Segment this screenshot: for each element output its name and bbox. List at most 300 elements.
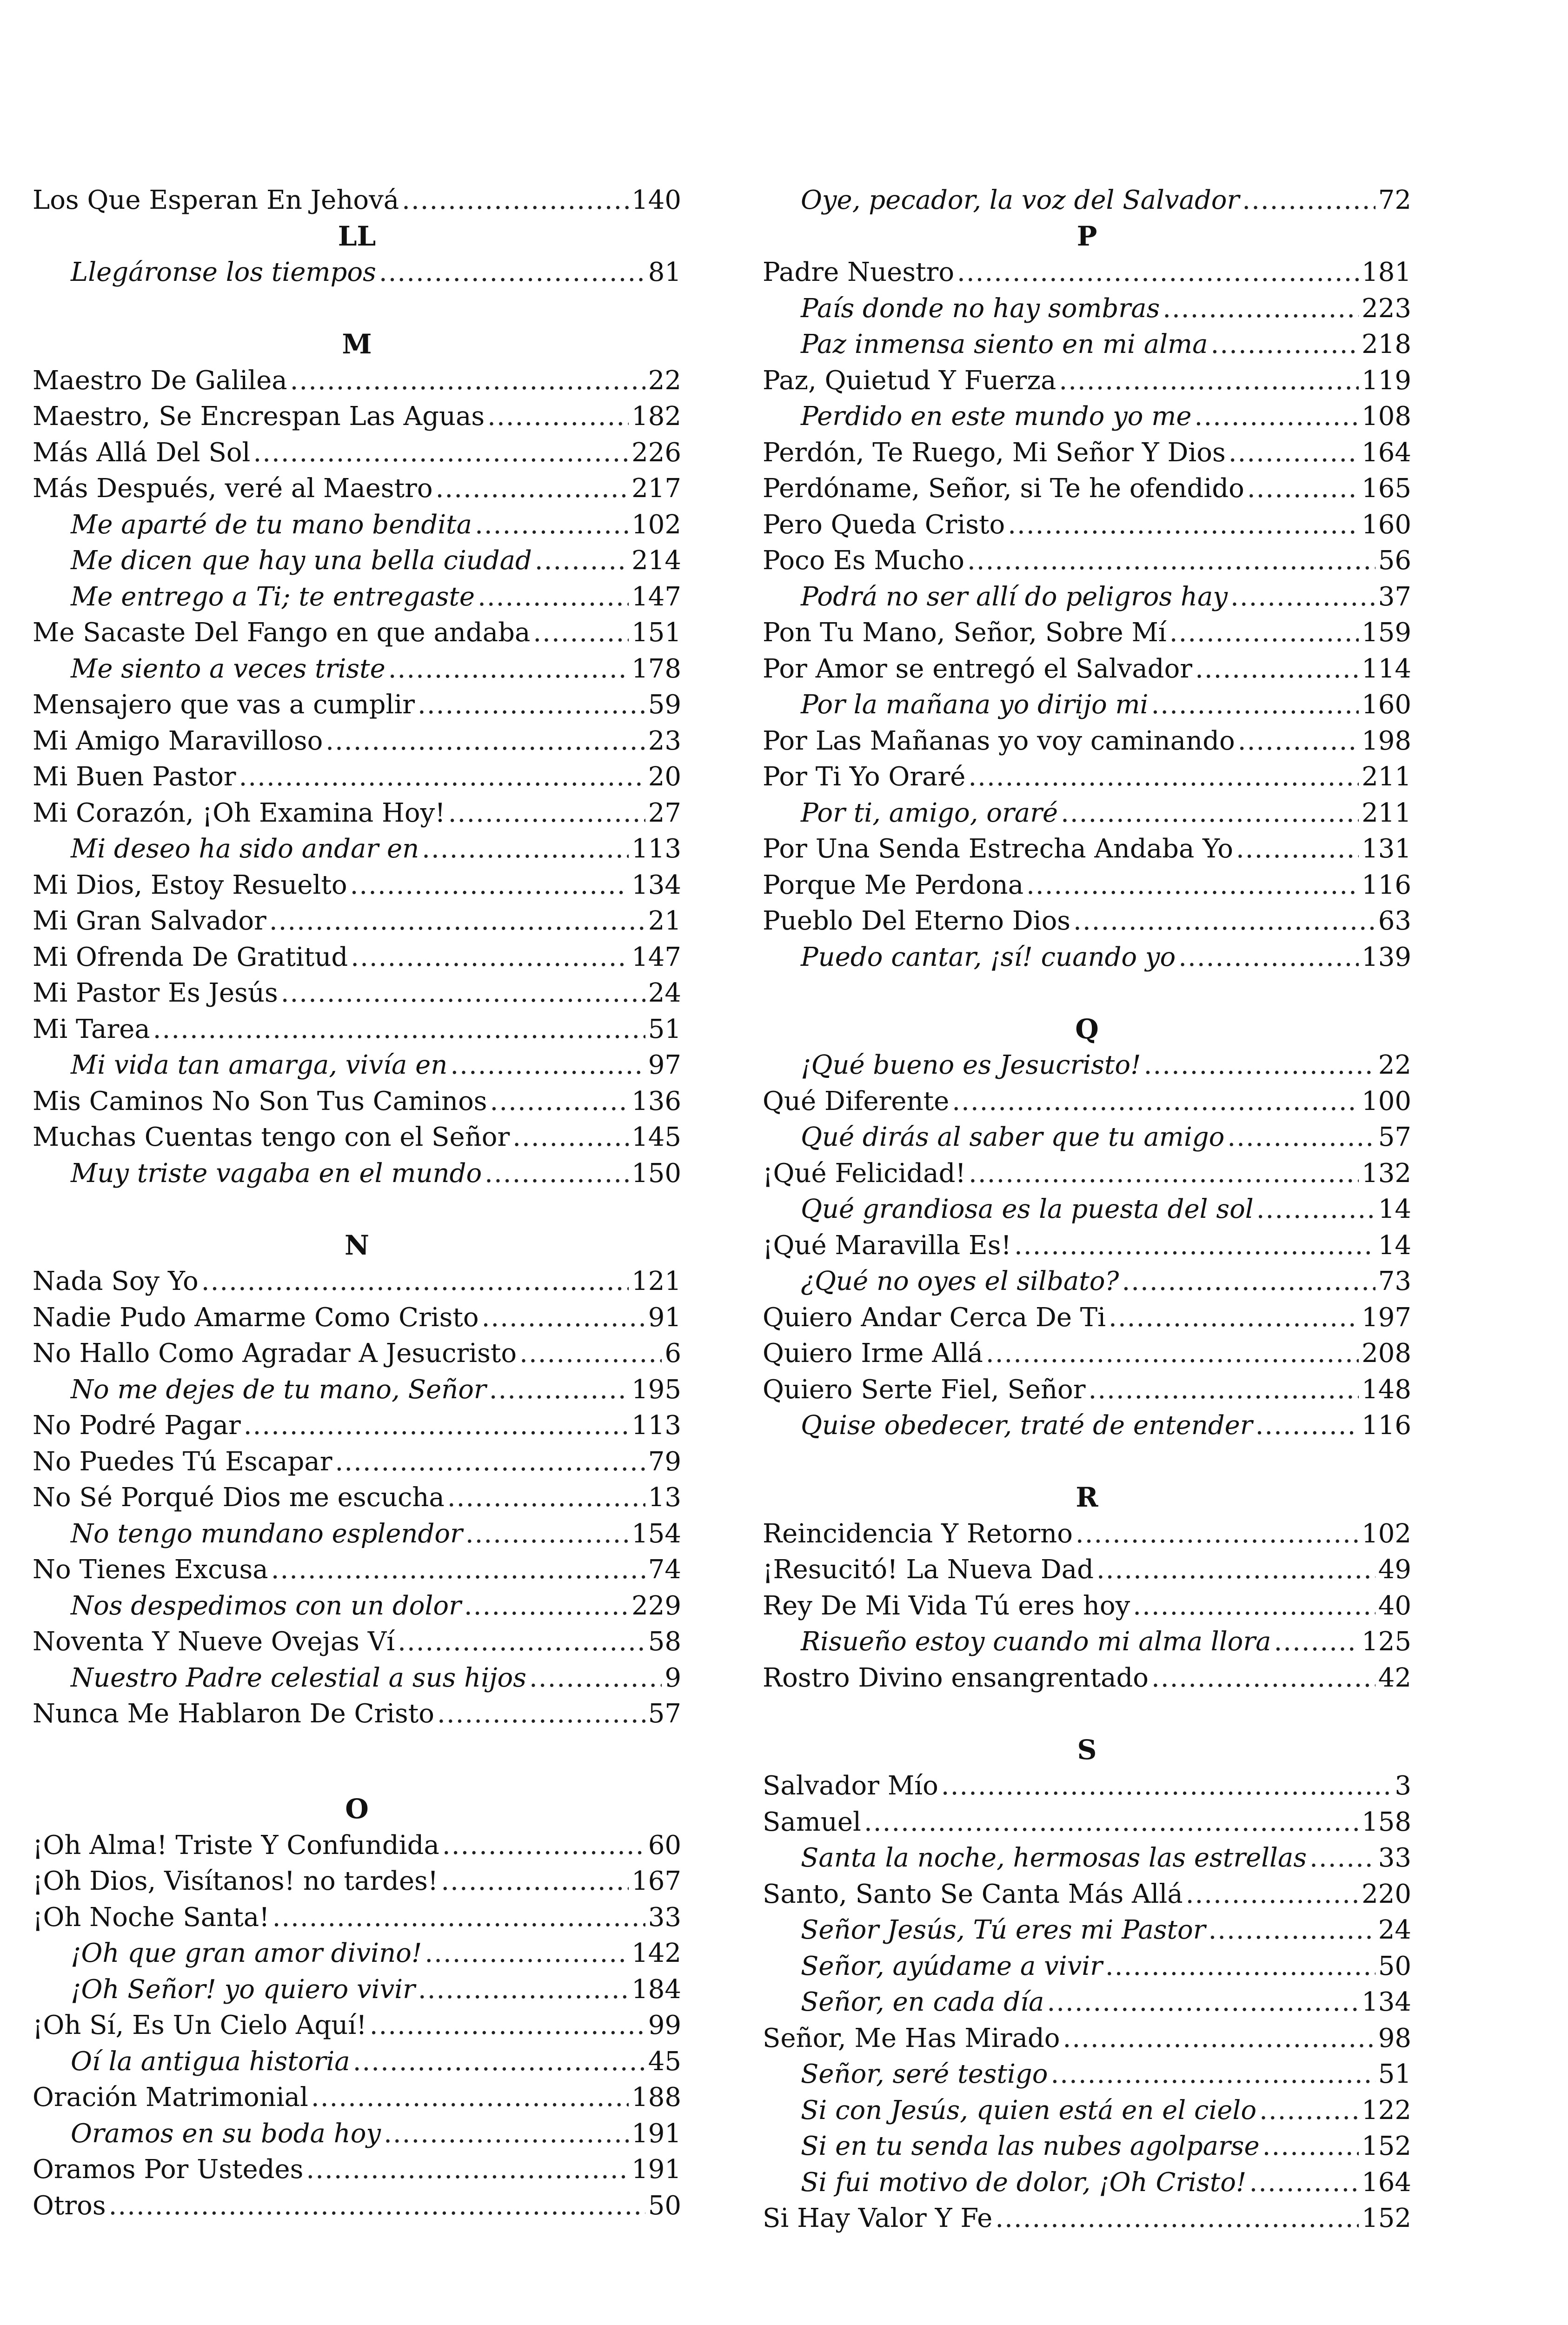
index-entry-title <box>33 1335 681 1372</box>
entry-page-number: 136 <box>631 1086 681 1116</box>
entry-page-number: 21 <box>648 906 681 936</box>
dot-leader <box>1163 291 1359 327</box>
dot-leader <box>1247 471 1359 507</box>
dot-leader <box>475 507 629 543</box>
entry-title: Samuel <box>763 1807 861 1837</box>
entry-title: Por Ti Yo Oraré <box>763 762 966 792</box>
dot-leader <box>1238 723 1359 759</box>
entry-page-number: 134 <box>1362 1987 1411 2017</box>
dot-leader <box>1274 1624 1359 1660</box>
entry-title: Puedo cantar, ¡sí! cuando yo <box>801 942 1176 972</box>
entry-page-number: 113 <box>631 834 681 864</box>
entry-title: No Puedes Tú Escapar <box>33 1446 332 1477</box>
entry-title: Maestro, Se Encrespan Las Aguas <box>33 401 485 432</box>
index-entry-first-line <box>33 2116 681 2152</box>
entry-title: Quiero Serte Fiel, Señor <box>763 1374 1086 1405</box>
entry-title: Porque Me Perdona <box>763 870 1024 900</box>
dot-leader <box>1008 507 1359 543</box>
entry-page-number: 152 <box>1362 2203 1411 2233</box>
dot-leader <box>1073 903 1375 939</box>
index-entry-first-line <box>763 1624 1411 1660</box>
index-column-left <box>33 182 681 2224</box>
entry-page-number: 91 <box>648 1302 681 1333</box>
entry-page-number: 99 <box>648 2010 681 2040</box>
dot-leader <box>1026 867 1359 903</box>
index-entry-title <box>33 2188 681 2224</box>
entry-page-number: 188 <box>631 2082 681 2112</box>
entry-page-number: 50 <box>648 2190 681 2221</box>
entry-title: Noventa Y Nueve Ovejas Ví <box>33 1627 395 1657</box>
dot-leader <box>1249 2165 1359 2201</box>
section-letter-heading: LL <box>338 220 376 252</box>
dot-leader <box>490 1083 629 1120</box>
entry-page-number: 14 <box>1378 1194 1411 1224</box>
entry-title: Me dicen que hay una bella ciudad <box>71 545 532 576</box>
entry-title: Mi Amigo Maravilloso <box>33 725 323 756</box>
entry-title: Nada Soy Yo <box>33 1266 199 1296</box>
entry-page-number: 49 <box>1378 1554 1411 1585</box>
index-entry-title <box>33 363 681 399</box>
index-entry-first-line <box>33 1372 681 1408</box>
entry-title: Me siento a veces triste <box>71 653 385 684</box>
entry-page-number: 121 <box>631 1266 681 1296</box>
section-gap <box>33 1732 681 1768</box>
index-entry-title <box>763 435 1411 471</box>
index-entry-first-line <box>763 2165 1411 2201</box>
entry-title: Señor, Me Has Mirado <box>763 2023 1060 2053</box>
entry-title: Poco Es Mucho <box>763 545 964 576</box>
dot-leader <box>485 1156 629 1192</box>
entry-page-number: 57 <box>1378 1122 1411 1152</box>
index-entry-first-line <box>763 939 1411 976</box>
entry-page-number: 208 <box>1362 1338 1411 1368</box>
index-entry-first-line <box>33 1588 681 1624</box>
index-entry-title <box>763 2020 1411 2057</box>
entry-title: ¡Oh Sí, Es Un Cielo Aquí! <box>33 2010 367 2040</box>
entry-title: Si con Jesús, quien está en el cielo <box>801 2095 1257 2126</box>
entry-page-number: 56 <box>1378 545 1411 576</box>
entry-page-number: 58 <box>648 1627 681 1657</box>
dot-leader <box>1195 651 1359 687</box>
index-entry-first-line <box>763 1984 1411 2020</box>
entry-title: Mi vida tan amarga, vivía en <box>71 1050 448 1080</box>
entry-page-number: 151 <box>631 618 681 648</box>
index-column-right <box>763 182 1411 2237</box>
entry-page-number: 147 <box>631 942 681 972</box>
dot-leader <box>1256 1191 1375 1228</box>
entry-title: Quise obedecer, traté de entender <box>801 1410 1253 1441</box>
entry-title: Mi Buen Pastor <box>33 762 236 792</box>
entry-page-number: 160 <box>1362 690 1411 720</box>
entry-page-number: 33 <box>1378 1843 1411 1873</box>
index-entry-title <box>763 1228 1411 1264</box>
entry-page-number: 97 <box>648 1050 681 1080</box>
index-entry-title <box>33 1863 681 1900</box>
index-entry-first-line <box>763 795 1411 831</box>
entry-title: Padre Nuestro <box>763 257 955 287</box>
entry-title: ¡Resucitó! La Nueva Dad <box>763 1554 1094 1585</box>
dot-leader <box>1059 363 1359 399</box>
section-gap <box>763 1444 1411 1480</box>
index-entry-first-line <box>763 579 1411 615</box>
dot-leader <box>1186 1876 1359 1913</box>
dot-leader <box>1195 399 1359 435</box>
dot-leader <box>239 759 645 795</box>
index-entry-title <box>763 723 1411 759</box>
entry-title: Me Sacaste Del Fango en que andaba <box>33 618 531 648</box>
section-letter-heading: R <box>1076 1481 1098 1513</box>
entry-title: Mi Ofrenda De Gratitud <box>33 942 348 972</box>
index-entry-title <box>33 399 681 435</box>
entry-page-number: 159 <box>1362 618 1411 648</box>
entry-title: Oramos en su boda hoy <box>71 2118 381 2149</box>
entry-title: Por Las Mañanas yo voy caminando <box>763 725 1235 756</box>
index-entry-title <box>33 1624 681 1660</box>
entry-page-number: 63 <box>1378 906 1411 936</box>
dot-leader <box>1122 1263 1375 1300</box>
dot-leader <box>482 1300 645 1336</box>
index-entry-title <box>33 939 681 976</box>
entry-page-number: 20 <box>648 762 681 792</box>
index-entry-first-line <box>763 1047 1411 1083</box>
entry-title: Perdido en este mundo yo me <box>801 401 1192 432</box>
entry-page-number: 45 <box>648 2046 681 2077</box>
entry-title: Si fui motivo de dolor, ¡Oh Cristo! <box>801 2167 1247 2198</box>
entry-title: Pon Tu Mano, Señor, Sobre Mí <box>763 618 1167 648</box>
dot-leader <box>1242 182 1375 219</box>
dot-leader <box>1169 615 1359 651</box>
dot-leader <box>335 1444 645 1480</box>
entry-title: No me dejes de tu mano, Señor <box>71 1374 486 1405</box>
entry-title: Mi Pastor Es Jesús <box>33 978 278 1008</box>
entry-page-number: 164 <box>1362 437 1411 468</box>
entry-page-number: 13 <box>648 1482 681 1513</box>
dot-leader <box>153 1011 645 1048</box>
entry-page-number: 60 <box>648 1830 681 1860</box>
dot-leader <box>422 831 629 867</box>
index-entry-title <box>763 507 1411 543</box>
dot-leader <box>952 1083 1359 1120</box>
entry-page-number: 6 <box>664 1338 681 1368</box>
entry-title: Pero Queda Cristo <box>763 509 1005 540</box>
dot-leader <box>512 1119 629 1156</box>
entry-page-number: 160 <box>1362 509 1411 540</box>
entry-page-number: 14 <box>1378 1230 1411 1261</box>
section-letter-heading: M <box>342 328 372 360</box>
dot-leader <box>351 939 629 976</box>
entry-title: Santo, Santo Se Canta Más Allá <box>763 1879 1183 1909</box>
section-letter-heading: P <box>1076 220 1097 252</box>
entry-title: Señor Jesús, Tú eres mi Pastor <box>801 1915 1206 1945</box>
dot-leader <box>1047 1984 1359 2020</box>
entry-title: Qué grandiosa es la puesta del sol <box>801 1194 1254 1224</box>
entry-title: Quiero Irme Allá <box>763 1338 983 1368</box>
entry-page-number: 102 <box>1362 1518 1411 1549</box>
entry-page-number: 223 <box>1362 293 1411 324</box>
dot-leader <box>1063 2020 1375 2057</box>
index-entry-first-line <box>33 1972 681 2008</box>
index-entry-title <box>763 1516 1411 1552</box>
dot-leader <box>448 795 645 831</box>
entry-title: Paz, Quietud Y Fuerza <box>763 365 1056 396</box>
entry-page-number: 119 <box>1362 365 1411 396</box>
entry-title: Si Hay Valor Y Fe <box>763 2203 993 2233</box>
dot-leader <box>1076 1516 1359 1552</box>
dot-leader <box>487 399 629 435</box>
dot-leader <box>1014 1228 1375 1264</box>
index-entry-title <box>763 1083 1411 1120</box>
dot-leader <box>290 363 645 399</box>
entry-title: Rostro Divino ensangrentado <box>763 1662 1149 1693</box>
dot-leader <box>464 1588 629 1624</box>
section-letter-heading: O <box>345 1793 369 1825</box>
index-entry-title <box>33 1480 681 1516</box>
entry-title: Oí la antigua historia <box>71 2046 350 2077</box>
entry-title: Por la mañana yo dirijo mi <box>801 690 1149 720</box>
entry-page-number: 24 <box>1378 1915 1411 1945</box>
entry-title: No Hallo Como Agradar A Jesucristo <box>33 1338 517 1368</box>
dot-leader <box>253 435 629 471</box>
entry-title: Qué Diferente <box>763 1086 950 1116</box>
dot-leader <box>402 182 629 219</box>
dot-leader <box>957 254 1359 291</box>
dot-leader <box>384 2116 629 2152</box>
entry-page-number: 116 <box>1362 1410 1411 1441</box>
entry-title: Oramos Por Ustedes <box>33 2154 304 2185</box>
index-entry-first-line <box>763 2128 1411 2165</box>
index-entry-title <box>33 1300 681 1336</box>
entry-title: ¡Oh Señor! yo quiero vivir <box>71 1974 415 2005</box>
entry-title: Risueño estoy cuando mi alma llora <box>801 1627 1271 1657</box>
index-entry-title <box>33 2079 681 2116</box>
entry-title: Otros <box>33 2190 106 2221</box>
entry-page-number: 226 <box>631 437 681 468</box>
dot-leader <box>1309 1840 1375 1876</box>
entry-title: ¡Oh Alma! Triste Y Confundida <box>33 1830 439 1860</box>
dot-leader <box>388 651 629 687</box>
entry-title: Maestro De Galilea <box>33 365 287 396</box>
index-entry-title <box>33 471 681 507</box>
dot-leader <box>379 254 645 291</box>
entry-title: Oración Matrimonial <box>33 2082 308 2112</box>
index-entry-title <box>763 543 1411 579</box>
index-entry-first-line <box>33 1516 681 1552</box>
index-entry-title <box>33 1263 681 1300</box>
index-entry-first-line <box>33 1047 681 1083</box>
dot-leader <box>489 1372 629 1408</box>
entry-page-number: 23 <box>648 725 681 756</box>
entry-page-number: 211 <box>1362 797 1411 828</box>
dot-leader <box>109 2188 645 2224</box>
entry-title: Reincidencia Y Retorno <box>763 1518 1073 1549</box>
dot-leader <box>1230 579 1375 615</box>
entry-page-number: 59 <box>648 690 681 720</box>
entry-page-number: 154 <box>631 1518 681 1549</box>
index-entry-title <box>33 723 681 759</box>
dot-leader <box>1211 326 1359 363</box>
index-entry-first-line <box>763 1912 1411 1948</box>
entry-page-number: 125 <box>1362 1627 1411 1657</box>
dot-leader <box>864 1804 1359 1840</box>
index-entry-title <box>33 435 681 471</box>
entry-title: Mi Tarea <box>33 1014 150 1044</box>
entry-title: País donde no hay sombras <box>801 293 1160 324</box>
index-entry-title <box>33 759 681 795</box>
entry-page-number: 191 <box>631 2118 681 2149</box>
index-entry-title <box>33 1119 681 1156</box>
dot-leader <box>1096 1552 1375 1588</box>
entry-title: Me entrego a Ti; te entregaste <box>71 581 475 612</box>
entry-page-number: 132 <box>1362 1158 1411 1189</box>
entry-title: No Tienes Excusa <box>33 1554 268 1585</box>
entry-title: Mis Caminos No Son Tus Caminos <box>33 1086 487 1116</box>
index-entry-title <box>763 1156 1411 1192</box>
entry-page-number: 24 <box>648 978 681 1008</box>
entry-page-number: 181 <box>1362 257 1411 287</box>
entry-page-number: 51 <box>1378 2059 1411 2089</box>
entry-title: No Podré Pagar <box>33 1410 241 1441</box>
index-entry-title <box>763 831 1411 867</box>
dot-leader <box>441 1863 629 1900</box>
entry-page-number: 73 <box>1378 1266 1411 1296</box>
entry-title: Perdóname, Señor, si Te he ofendido <box>763 473 1244 504</box>
index-entry-title <box>33 1083 681 1120</box>
entry-title: Me aparté de tu mano bendita <box>71 509 472 540</box>
index-entry-first-line <box>33 1156 681 1192</box>
index-entry-first-line <box>33 831 681 867</box>
dot-leader <box>442 1827 645 1864</box>
index-entry-title <box>33 687 681 723</box>
entry-page-number: 178 <box>631 653 681 684</box>
entry-title: Por ti, amigo, oraré <box>801 797 1058 828</box>
dot-leader <box>1256 1408 1359 1444</box>
index-entry-title <box>763 1372 1411 1408</box>
entry-title: No tengo mundano esplendor <box>71 1518 463 1549</box>
section-gap <box>33 1768 681 1791</box>
entry-page-number: 198 <box>1362 725 1411 756</box>
entry-page-number: 147 <box>631 581 681 612</box>
entry-title: Quiero Andar Cerca De Ti <box>763 1302 1106 1333</box>
entry-title: Los Que Esperan En Jehová <box>33 185 399 215</box>
entry-page-number: 217 <box>631 473 681 504</box>
entry-page-number: 220 <box>1362 1879 1411 1909</box>
dot-leader <box>437 1696 645 1732</box>
dot-leader <box>1229 435 1359 471</box>
dot-leader <box>969 1156 1359 1192</box>
dot-leader <box>326 723 645 759</box>
dot-leader <box>535 543 629 579</box>
index-entry-first-line <box>763 1119 1411 1156</box>
entry-title: Si en tu senda las nubes agolparse <box>801 2131 1260 2161</box>
index-entry-first-line <box>33 651 681 687</box>
entry-page-number: 182 <box>631 401 681 432</box>
entry-page-number: 98 <box>1378 2023 1411 2053</box>
index-entry-first-line <box>763 1840 1411 1876</box>
index-entry-first-line <box>763 1408 1411 1444</box>
dot-leader <box>306 2152 629 2188</box>
entry-page-number: 57 <box>648 1699 681 1729</box>
entry-title: Paz inmensa siento en mi alma <box>801 329 1208 359</box>
dot-leader <box>418 687 645 723</box>
index-entry-title <box>763 1335 1411 1372</box>
index-entry-title <box>763 651 1411 687</box>
entry-page-number: 79 <box>648 1446 681 1477</box>
index-entry-title <box>33 1900 681 1936</box>
entry-page-number: 113 <box>631 1410 681 1441</box>
index-entry-title <box>763 1804 1411 1840</box>
dot-leader <box>995 2200 1359 2237</box>
index-entry-first-line <box>763 399 1411 435</box>
entry-page-number: 9 <box>664 1662 681 1693</box>
index-entry-first-line <box>763 326 1411 363</box>
entry-page-number: 158 <box>1362 1807 1411 1837</box>
entry-page-number: 102 <box>631 509 681 540</box>
dot-leader <box>1262 2128 1359 2165</box>
index-entry-title <box>33 615 681 651</box>
index-entry-title <box>763 1660 1411 1696</box>
entry-title: No Sé Porqué Dios me escucha <box>33 1482 445 1513</box>
dot-leader <box>1109 1300 1359 1336</box>
dot-leader <box>450 1047 645 1083</box>
entry-title: Llegáronse los tiempos <box>71 257 376 287</box>
entry-page-number: 116 <box>1362 870 1411 900</box>
dot-leader <box>447 1480 645 1516</box>
entry-page-number: 195 <box>631 1374 681 1405</box>
dot-leader <box>370 2007 645 2044</box>
index-entry-title <box>33 1011 681 1048</box>
dot-leader <box>519 1335 662 1372</box>
entry-title: Señor, en cada día <box>801 1987 1044 2017</box>
entry-page-number: 148 <box>1362 1374 1411 1405</box>
entry-title: Mi Dios, Estoy Resuelto <box>33 870 347 900</box>
dot-leader <box>465 1516 629 1552</box>
dot-leader <box>418 1972 629 2008</box>
dot-leader <box>425 1935 629 1972</box>
dot-leader <box>353 2044 645 2080</box>
index-entry-first-line <box>33 543 681 579</box>
entry-title: Más Allá Del Sol <box>33 437 251 468</box>
entry-page-number: 214 <box>631 545 681 576</box>
entry-title: Nos despedimos con un dolor <box>71 1590 461 1621</box>
index-entry-title <box>33 1827 681 1864</box>
index-entry-first-line <box>33 2044 681 2080</box>
entry-page-number: 197 <box>1362 1302 1411 1333</box>
entry-page-number: 165 <box>1362 473 1411 504</box>
entry-title: Nunca Me Hablaron De Cristo <box>33 1699 435 1729</box>
index-entry-title <box>763 615 1411 651</box>
dot-leader <box>1151 687 1359 723</box>
entry-title: ¡Oh que gran amor divino! <box>71 1938 422 1968</box>
entry-title: Muchas Cuentas tengo con el Señor <box>33 1122 510 1152</box>
entry-page-number: 3 <box>1395 1771 1411 1801</box>
entry-title: Más Después, veré al Maestro <box>33 473 433 504</box>
entry-title: ¡Qué Maravilla Es! <box>763 1230 1011 1261</box>
index-entry-title <box>763 254 1411 291</box>
index-entry-title <box>763 759 1411 795</box>
entry-title: Nadie Pudo Amarme Como Cristo <box>33 1302 479 1333</box>
dot-leader <box>529 1660 662 1696</box>
index-entry-title <box>33 795 681 831</box>
entry-title: ¿Qué no oyes el silbato? <box>801 1266 1119 1296</box>
dot-leader <box>1209 1912 1375 1948</box>
entry-page-number: 150 <box>631 1158 681 1189</box>
index-entry-title <box>763 1552 1411 1588</box>
index-entry-title <box>33 182 681 219</box>
index-entry-title <box>33 1444 681 1480</box>
index-entry-title <box>763 471 1411 507</box>
dot-leader <box>1236 831 1359 867</box>
entry-page-number: 22 <box>1378 1050 1411 1080</box>
